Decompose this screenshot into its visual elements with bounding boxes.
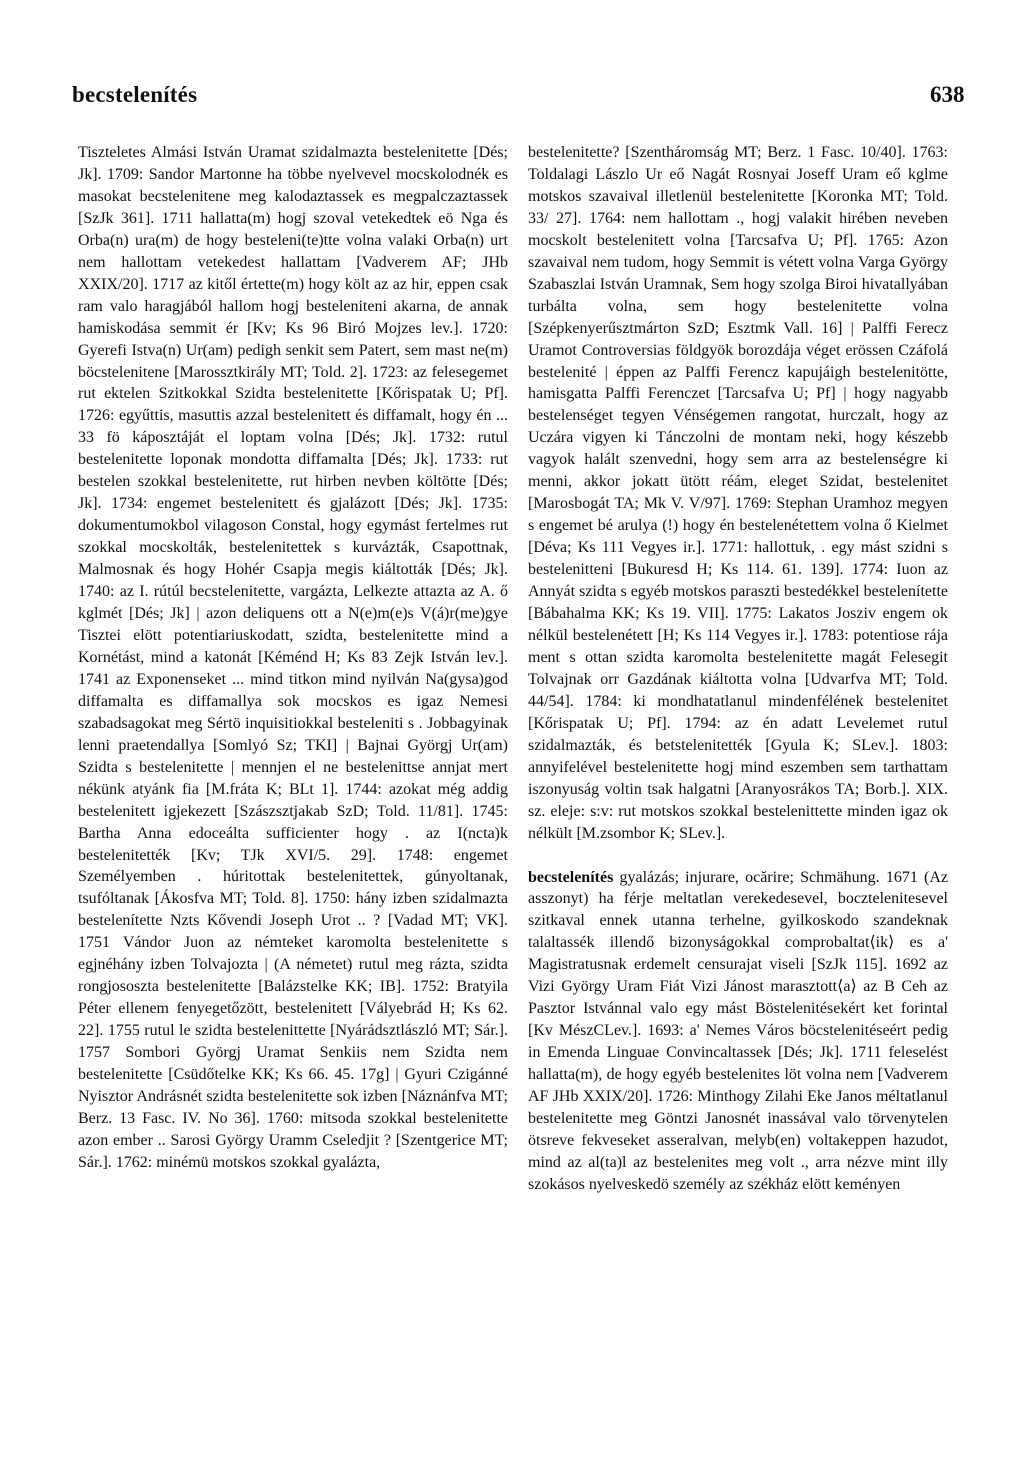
entry-body: gyalázás; injurare, ocărire; Schmähung. 1671 (Az asszonyt) ha férje meltatlan verekedesevel, bocztelenitesevel szitkaval ennek utanna terhelne, gyilkoskodo szandeknak talaltassék illendő bizonyságokkal comprobaltat⟨ik⟩ es a' Magistratusnak erdemelt censurajat viseli [SzJk 115]. 1692 az Vizi György Uram Fiát Vizi Jánost marasztott⟨a⟩ az B Ceh az Pasztor Istvánnal valo egy mást Böstelenitésekért ket forintal [Kv MészCLev.]. 1693: a' Nemes Város böcstelenitéseért pedig in Emenda Linguae Convincaltassek [Dés; Jk]. 1711 feleselést hallatta(m), de hogy egyéb bestelenites löt volna nem [Vadverem AF JHb XXIX/20]. 1726: Minthogy Zilahi Eke Janos méltatlanul bestelenitette meg Göntzi Janosnét inassával valo törvenytelen ötsreve fekveseket asseralvan, melyb(en) voltakeppen hazudot, mind az al(ta)l az bestelenites meg volt ., arra nézve mint illy szokásos nyelveskedö személy az székház elött keményen [528, 868, 948, 1193]
page-number: 638 [930, 82, 965, 107]
right-column-para-1: bestelenitette? [Szentháromság MT; Berz. 1 Fasc. 10/40]. 1763: Toldalagi Lászlo Ur eő Nagát Rosnyai Joseff Uram eő kglme motskos szavaival illetlenül bestelenitette [Koronka MT; Told. 33/ 27]. 1764: nem hallottam ., hogj valakit hirében neveben mocskolt bestelenitett volna [Tarcsafva U; Pf]. 1765: Azon szavaival nem tudom, hogy Semmit is vétett volna Varga György Szabaszlai István Uramnak, Sem hogy szolga Biroi hivatallyában turbálta volna, sem hogy bestelenitette volna [Szépkenyerűsztmárton SzD; Esztmk Vall. 16] | Palffi Ferecz Uramot Controversias földgyök borozdája véget erössen Czáfolá bestelenité | éppen az Palffi Ferencz kapujáigh bestelenitötte, hamisgatta Palffi Ferenczet [Tarcsafva U; Pf] | hogy nagyabb bestelenséget tegyen Vénségemen rangotat, hurczalt, hogy az Uczára vigyen ki Tánczolni de montam neki, hogy készebb vagyok halált szenvedni, hogy sem arra az bestelenségre ki menni, akkor jokatt ütött réám, eleget Szidat, bestelenitet [Marosbogát TA; Mk V. V/97]. 1769: Stephan Uramhoz megyen s engemet bé arulya (!) hogy én bestelenétettem volna ő Kielmet [Déva; Ks 111 Vegyes ir.]. 1771: hallottuk, . egy mást szidni s bestelenitteni [Bukuresd H; Ks 114. 61. 139]. 1774: Iuon az Annyát szidta s egyéb motskos paraszti bestedékkel bestelenítette [Bábahalma KK; Ks 19. VII]. 1775: Lakatos Josziv engem ok nélkül bestelenétett [H; Ks 114 Vegyes ir.]. 1783: potentiose rája ment s ottan szidta karomolta bestelenitette magát Felesegit Tolvajnak orr Gazdának kiáltotta volna [Udvarfva MT; Told. 44/54]. 1784: ki mondhatatlanul mindenfélének bestelenitet [Kőrispatak U; Pf]. 1794: az én adatt Levelemet rutul szidalmazták, és betstelenitették [Gyula K; SLev.]. 1803: annyifelével bestelenitette hogj mind eszemben sem tarthattam iszonyuság voltin tsak halgatni [Aranyosrákos TA; Borb.]. XIX. sz. eleje: s:v: rut motskos szokkal bestelenittette minden igaz ok nélkült [M.zsombor K; SLev.]. [528, 144, 948, 842]
left-column-text: Tiszteletes Almási István Uramat szidalmazta bestelenitette [Dés; Jk]. 1709: Sandor Martonne ha többe nyelvevel mocskolodnék es masokat becstelenitene meg kalodaztassek es megpalczaztassek [SzJk 361]. 1711 hallatta(m) hogj szoval vetekedtek eö Nga és Orba(n) ura(m) de hogy besteleni(te)tte volna valaki Orba(n) urt nem hallottam vetekedest hallattam [Vadverem AF; JHb XXIX/20]. 1717 az kitől értette(m) hogy költ az az hir, eppen csak ram valo haragjából hallom hogj besteleniteni akarna, de annak hamiskodása semmit ér [Kv; Ks 96 Biró Mojzes lev.]. 1720: Gyerefi Istva(n) Ur(am) pedigh senkit sem Patert, sem mast ne(m) böcstelenitene [Marossztkirály MT; Told. 2]. 1723: az felesegemet rut ektelen Szitkokkal Szidta bestelenitette [Kőrispatak U; Pf]. 1726: egyűttis, masuttis azzal bestelenitett és diffamalt, hogy én ... 33 fö káposztáját el loptam volna [Dés; Jk]. 1732: rutul bestelenitette loponak mondotta diffamalta [Dés; Jk]. 1733: rut bestelen szokkal bestelenitette, rut hirben nevben költötte [Dés; Jk]. 1734: engemet bestelenitett és gjalázott [Dés; Jk]. 1735: dokumentumokbol vilagoson Constal, hogy egymást fertelmes rut szokkal mocskolták, bestelenitettek s kurvázták, Csapottnak, Malmosnak és hogy Hohér Csapja megis kiáltották [Dés; Jk]. 1740: az I. rútúl becstelenitette, vargázta, Lelkezte attazta az A. ő kglmét [Dés; Jk] | azon deliquens ott a N(e)m(e)s V(á)r(me)gye Tisztei elött potentiariuskodatt, szidta, bestelenitette mind a Kornétást, mind a katonát [Kéménd H; Ks 83 Zejk István lev.]. 1741 az Exponenseket ... mind titkon mind nyilván Na(gysa)god diffamalta es diffamallya sok mocskos es igaz Nemesi szabadsagokat meg Sértö inquisitiokkal besteleniti s . Jobbagyinak lenni praetendallya [Somlyó Sz; TKI] | Bajnai Györgj Ur(am) Szidta s bestelenitette | mennjen el ne bestelenittse annjat mert nékünk atyánk fia [M.fráta K; BLt 1]. 1744: azokat még addig bestelenitett igjekezett [Szászsztjakab SzD; Told. 11/81]. 1745: Bartha Anna edoceálta sufficienter hogy . az I(ncta)k bestelenitették [Kv; TJk XVI/5. 29]. 1748: engemet Személyemben . húritottak bestelenitettek, gúnyoltanak, tsufóltanak [Ákosfva MT; Told. 8]. 1750: hány izben szidalmazta bestelenítette Nzts Kővendi Joseph Urot .. ? [Vadad MT; VK]. 1751 Vándor Juon az némteket karomolta bestelenitette s egjnéhány izben Tolvajozta | (A németet) rutul meg rázta, szidta rongjososzta bestelenitette [Balázstelke KK; IB]. 1752: Bratyila Péter ellenem fenyegetőzött, bestelenitett [Vályebrád H; Ks 62. 22]. 1755 rutul le szidta bestelenittette [Nyárádsztlászló MT; Sár.]. 1757 Sombori Györgj Uramat Senkiis nem Szidta nem bestelenitette [Csüdőtelke KK; Ks 66. 45. 17g] | Gyuri Czigánné Nyisztor Andrásnét szidta bestelenitette sok izben [Náznánfva MT; Berz. 13 Fasc. IV. No 36]. 1760: mitsoda szokkal bestelenitette azon ember .. Sarosi György Uramm Cseledjit ? [Szentgerice MT; Sár.]. 1762: minémü motskos szokkal gyalázta, [78, 144, 508, 1171]
running-head: becstelenítés [72, 82, 198, 107]
right-column [528, 142, 948, 1196]
left-column [78, 142, 508, 1174]
entry-headword: becstelenítés [528, 868, 614, 886]
dictionary-entry [528, 867, 948, 1196]
